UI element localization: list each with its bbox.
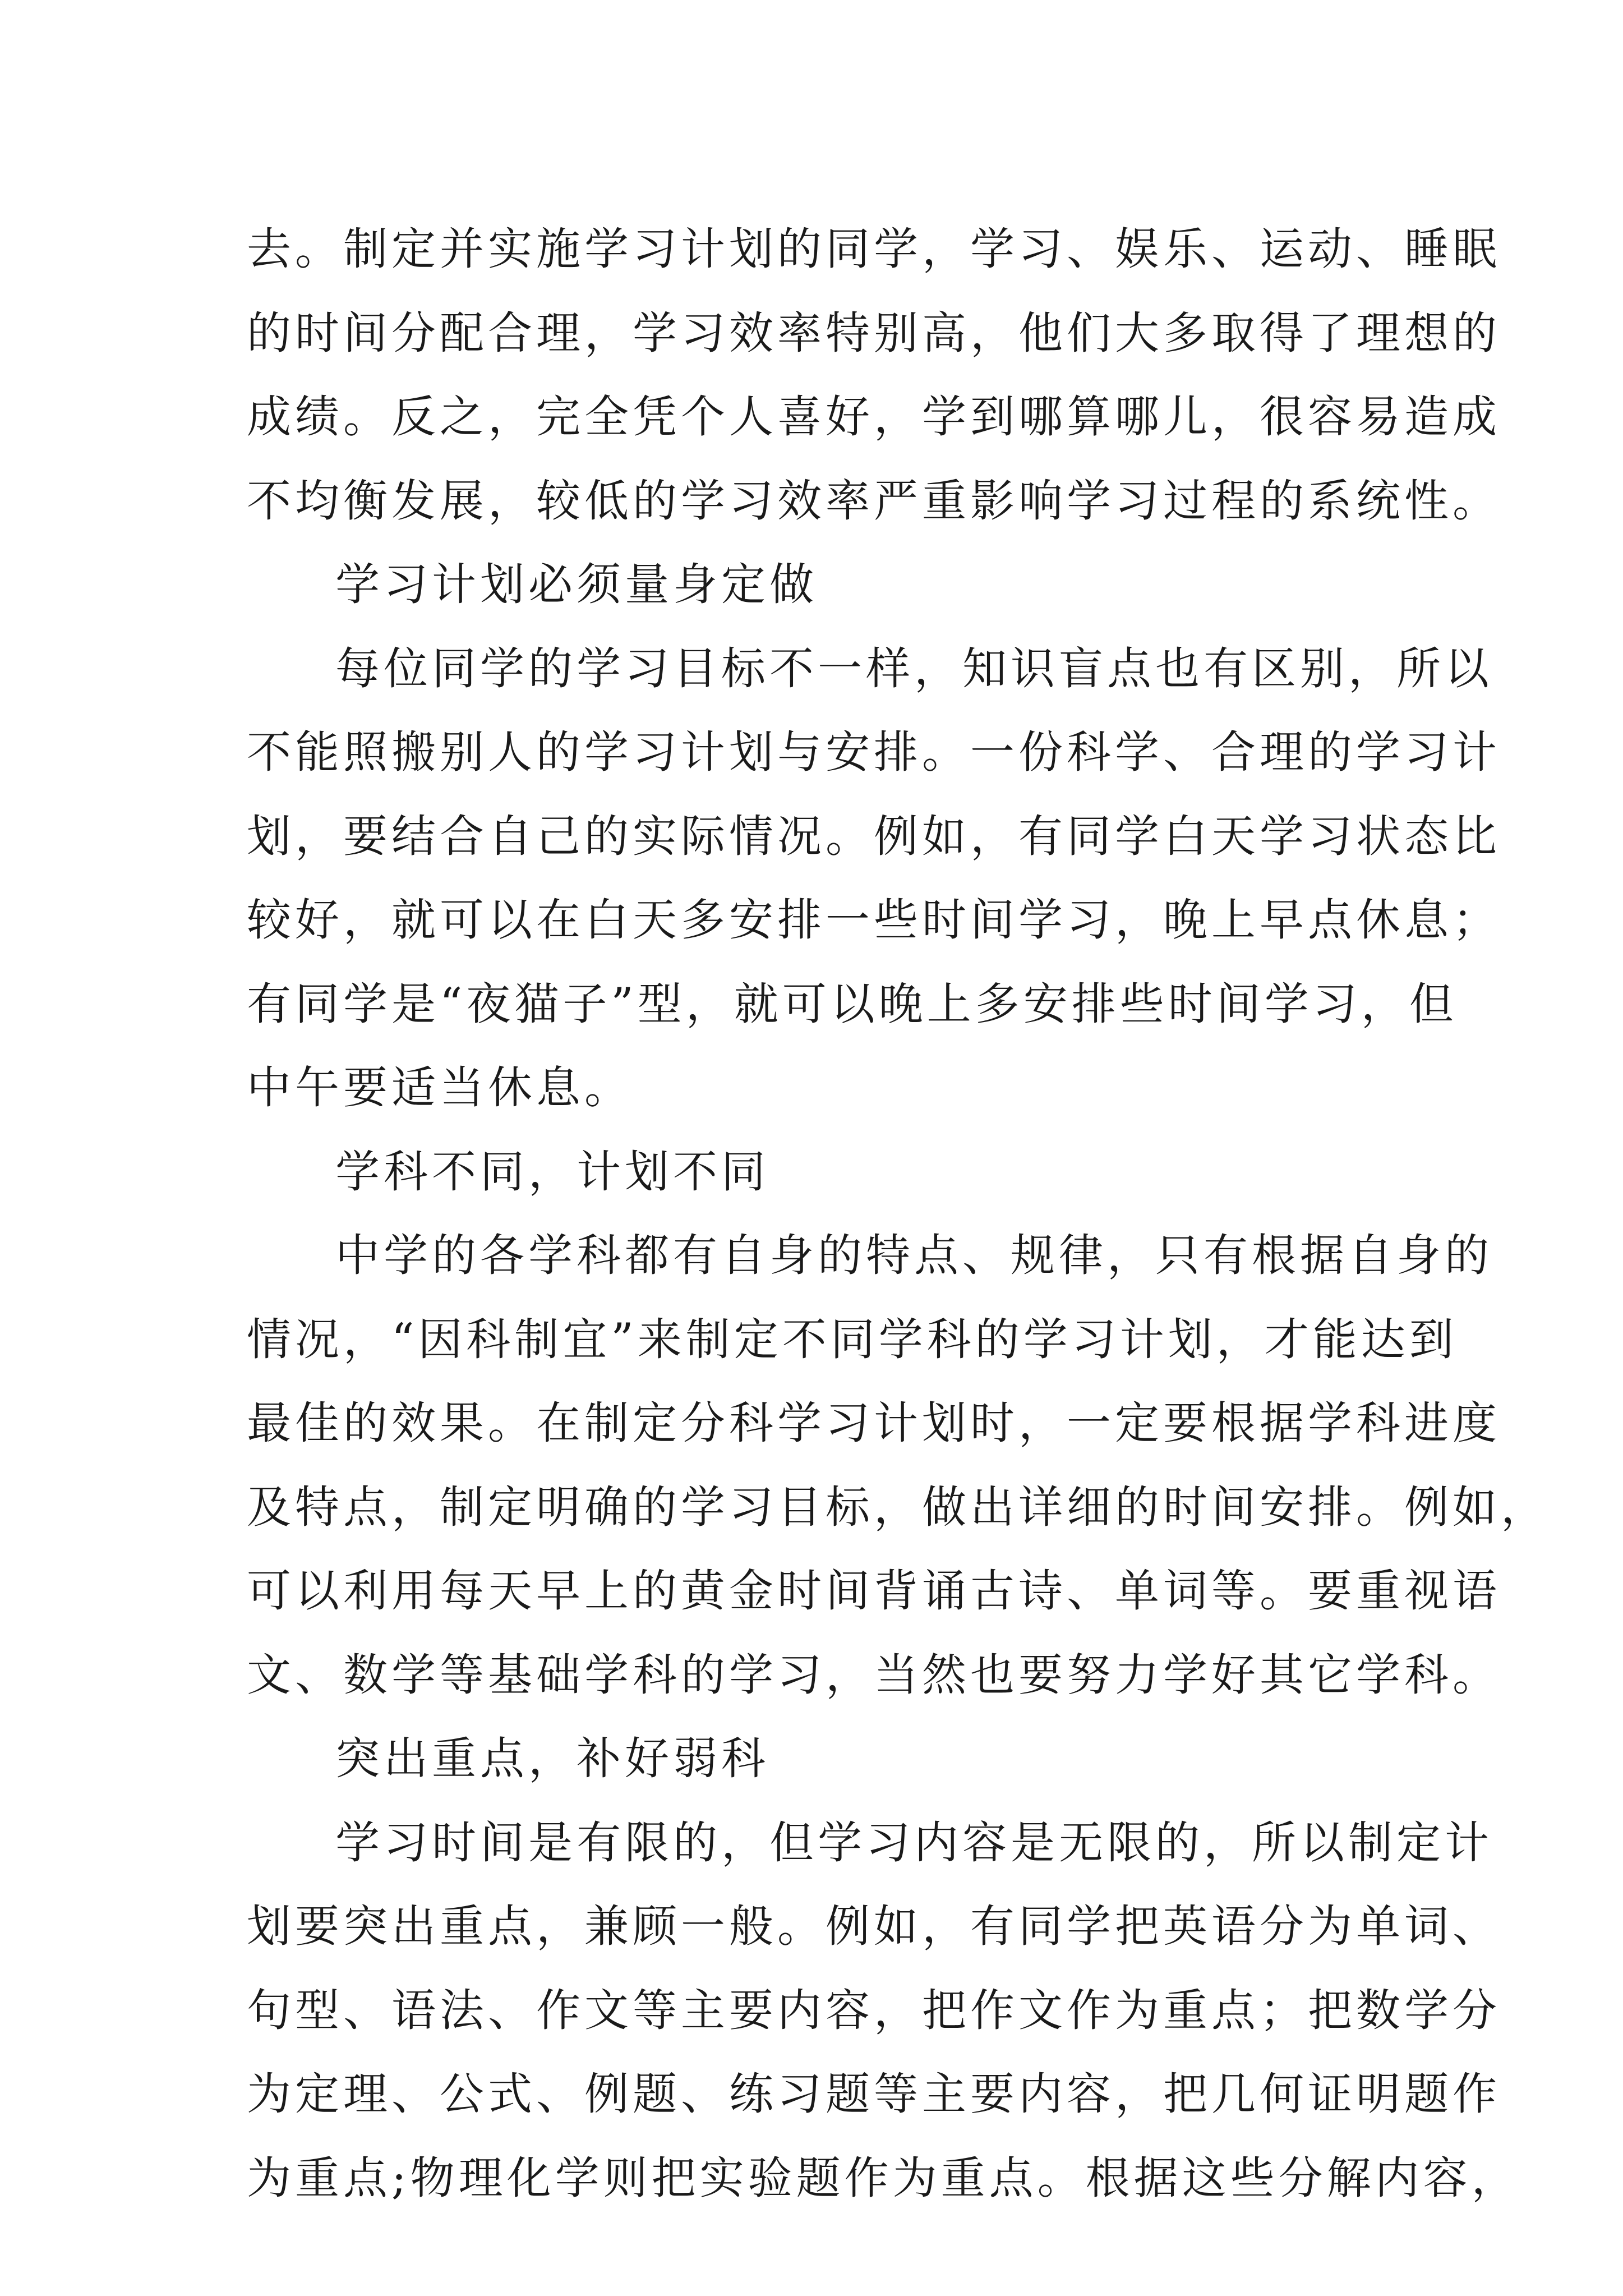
text-line: 为重点;物理化学则把实验题作为重点。根据这些分解内容， <box>247 2152 1520 2204</box>
document-body <box>247 208 1549 2220</box>
section-heading: 学习计划必须量身定做 <box>335 559 818 610</box>
section-heading-focus <box>247 1717 1391 1801</box>
text-line: 最佳的效果。在制定分科学习计划时，一定要根据学科进度 <box>247 1397 1501 1449</box>
text-line: 有同学是“夜猫子”型，就可以晚上多安排些时间学习，但 <box>247 978 1458 1030</box>
text-line: 划要突出重点，兼顾一般。例如，有同学把英语分为单词、 <box>247 1901 1501 1952</box>
section-heading: 学科不同，计划不同 <box>335 1145 769 1198</box>
text-line: 每位同学的学习目标不一样，知识盲点也有区别，所以 <box>335 642 1493 694</box>
text-line: 文、数学等基础学科的学习，当然也要努力学好其它学科。 <box>247 1649 1501 1701</box>
paragraph-subjects <box>247 1214 1549 1717</box>
section-heading: 突出重点，补好弱科 <box>335 1733 769 1784</box>
text-line: 学习时间是有限的，但学习内容是无限的，所以制定计 <box>335 1816 1493 1869</box>
text-line: 划，要结合自己的实际情况。例如，有同学白天学习状态比 <box>247 810 1501 862</box>
text-line: 情况，“因科制宜”来制定不同学科的学习计划，才能达到 <box>247 1313 1458 1365</box>
text-line: 及特点，制定明确的学习目标，做出详细的时间安排。例如， <box>247 1481 1549 1533</box>
text-line: 为定理、公式、例题、练习题等主要内容，把几何证明题作 <box>247 2068 1501 2120</box>
paragraph-tailor-plan <box>247 627 1501 1130</box>
paragraph-focus <box>247 1801 1520 2221</box>
text-line: 较好，就可以在白天多安排一些时间学习，晚上早点休息； <box>247 894 1501 946</box>
paragraph-intro-continued <box>247 208 1501 543</box>
text-line: 的时间分配合理，学习效率特别高，他们大多取得了理想的 <box>247 307 1501 359</box>
section-heading-subjects <box>247 1130 1391 1214</box>
text-line: 句型、语法、作文等主要内容，把作文作为重点；把数学分 <box>247 1984 1501 2036</box>
text-line: 中午要适当休息。 <box>247 1062 633 1114</box>
text-line: 中学的各学科都有自身的特点、规律，只有根据自身的 <box>335 1230 1493 1281</box>
text-line: 成绩。反之，完全凭个人喜好，学到哪算哪儿，很容易造成 <box>247 391 1501 443</box>
text-line: 可以利用每天早上的黄金时间背诵古诗、单词等。要重视语 <box>247 1565 1501 1617</box>
text-line: 不能照搬别人的学习计划与安排。一份科学、合理的学习计 <box>247 726 1501 778</box>
section-heading-tailor-plan <box>247 543 1391 627</box>
text-line: 去。制定并实施学习计划的同学，学习、娱乐、运动、睡眠 <box>247 223 1501 275</box>
text-line: 不均衡发展，较低的学习效率严重影响学习过程的系统性。 <box>247 475 1501 527</box>
